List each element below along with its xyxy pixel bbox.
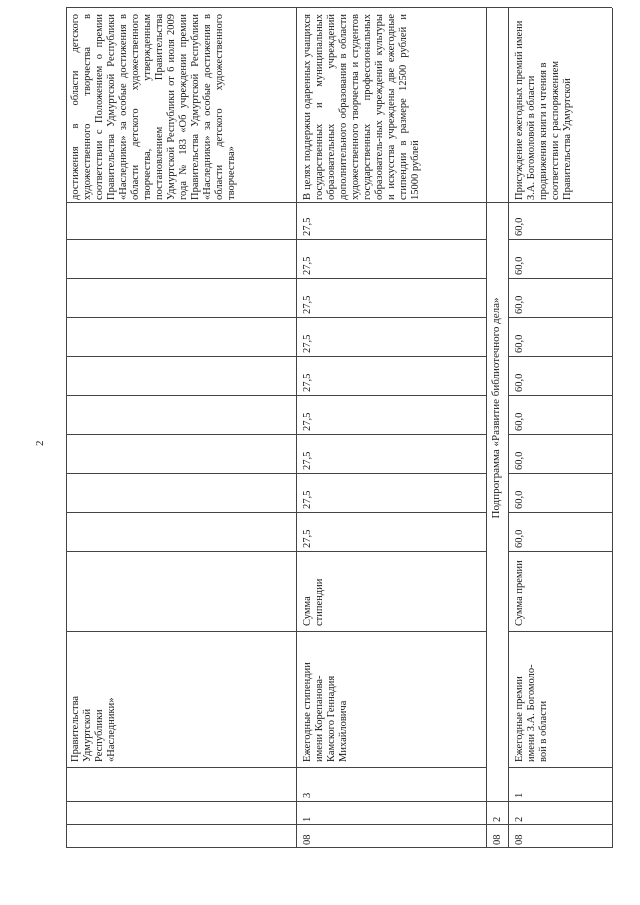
row2-value-7: 27,5 bbox=[302, 295, 313, 314]
table-row-line-1 bbox=[296, 8, 297, 848]
table-row-line-3 bbox=[508, 8, 509, 848]
rotated-table-container bbox=[66, 8, 612, 848]
row4-value-6: 60,0 bbox=[514, 334, 525, 353]
table-col-line-13-a bbox=[66, 239, 486, 240]
rotated-table bbox=[66, 8, 612, 848]
row4-value-2: 60,0 bbox=[514, 490, 525, 509]
table-col-line-7-b bbox=[508, 473, 612, 474]
subprogram-title: Подпрограмма «Развитие библиотечного дела» bbox=[490, 297, 502, 519]
row2-indicator: Сумма стипендии bbox=[302, 578, 325, 626]
table-col-line-3-b bbox=[508, 767, 612, 768]
row4-measure: 1 bbox=[514, 792, 525, 798]
row4-value-5: 60,0 bbox=[514, 373, 525, 392]
table-col-line-11-a bbox=[66, 317, 486, 318]
table-col-line-12-b bbox=[508, 278, 612, 279]
table-col-line-10-a bbox=[66, 356, 486, 357]
table-col-line-4-a bbox=[66, 631, 486, 632]
table-col-line-7-a bbox=[66, 473, 486, 474]
page-number: 2 bbox=[34, 440, 46, 446]
row4-value-1: 60,0 bbox=[514, 529, 525, 548]
row2-value-3: 27,5 bbox=[302, 451, 313, 470]
row2-value-9: 27,5 bbox=[302, 217, 313, 236]
table-col-line-13-b bbox=[508, 239, 612, 240]
table-row-line-2 bbox=[486, 8, 487, 848]
row2-measure: 3 bbox=[302, 792, 313, 798]
row1-description: достижения в области детского художественного творчества в соответствии с Положением о премии Правительства Удмуртской Республики «Наследники» за особые достижения в области детского художественного творчества, утвержденным постановлением Правительства Удмуртской Республики от 6 июля 2009 года № 183 «Об учреждении премии Правительства Удмуртской Республики «Наследники» за особые достижения в области детского художественного творчества» bbox=[70, 14, 237, 200]
row4-value-9: 60,0 bbox=[514, 217, 525, 236]
row2-code: 08 bbox=[302, 834, 313, 845]
table-col-line-12-a bbox=[66, 278, 486, 279]
row2-value-2: 27,5 bbox=[302, 490, 313, 509]
row2-description: В целях поддержки одаренных учащихся государственных и муниципальных образовательных учреждений дополнительного образования в области художественного творчества и студентов государственных профессиональных образователь-ных учреждений культуры и искусства учреждены две ежегодные стипендии в размере 12500 рублей и 15000 рублей bbox=[302, 14, 421, 200]
table-col-line-8-b bbox=[508, 434, 612, 435]
row4-value-7: 60,0 bbox=[514, 295, 525, 314]
table-col-line-4-b bbox=[508, 631, 612, 632]
table-col-line-9-b bbox=[508, 395, 612, 396]
row2-value-5: 27,5 bbox=[302, 373, 313, 392]
table-col-line-8-a bbox=[66, 434, 486, 435]
table-col-line-0 bbox=[66, 847, 612, 848]
table-col-line-6-b bbox=[508, 512, 612, 513]
table-col-line-3-a bbox=[66, 767, 486, 768]
table-col-line-6-a bbox=[66, 512, 486, 513]
row3-subprogram: 2 bbox=[492, 816, 503, 822]
row4-name: Ежегодные премии имени З.А. Богомоло-вой в области bbox=[514, 664, 549, 762]
row2-value-8: 27,5 bbox=[302, 256, 313, 275]
row4-value-8: 60,0 bbox=[514, 256, 525, 275]
row3-code: 08 bbox=[492, 834, 503, 845]
table-col-line-11-b bbox=[508, 317, 612, 318]
row4-value-3: 60,0 bbox=[514, 451, 525, 470]
table-col-line-5-a bbox=[66, 551, 486, 552]
row4-subprogram: 2 bbox=[514, 816, 525, 822]
table-col-line-5-b bbox=[508, 551, 612, 552]
row2-value-6: 27,5 bbox=[302, 334, 313, 353]
row4-description: Присуждение ежегодных премий имени З.А. Богомоловой в области продвижения книги и чтения в соответствии с распоряжением Правительства Удмуртской bbox=[514, 20, 573, 200]
row2-name: Ежегодные стипендии имени Корепанова-Камского Геннадия Михайловича bbox=[302, 662, 349, 762]
row2-subprogram: 1 bbox=[302, 816, 313, 822]
table-col-line-2-a bbox=[66, 801, 486, 802]
row1-col3-text: Правительства Удмуртской Республики «Наследники» bbox=[70, 695, 117, 762]
row2-value-1: 27,5 bbox=[302, 529, 313, 548]
row4-code: 08 bbox=[514, 834, 525, 845]
row2-value-4: 27,5 bbox=[302, 412, 313, 431]
row4-value-4: 60,0 bbox=[514, 412, 525, 431]
row4-indicator: Сумма премии bbox=[514, 560, 525, 626]
table-col-line-10-b bbox=[508, 356, 612, 357]
table-row-line-4 bbox=[612, 8, 613, 848]
table-col-line-14 bbox=[66, 202, 612, 203]
table-col-line-15 bbox=[66, 7, 612, 8]
table-row-line-0 bbox=[66, 8, 67, 848]
table-col-line-9-a bbox=[66, 395, 486, 396]
table-col-line-1-a bbox=[66, 824, 486, 825]
